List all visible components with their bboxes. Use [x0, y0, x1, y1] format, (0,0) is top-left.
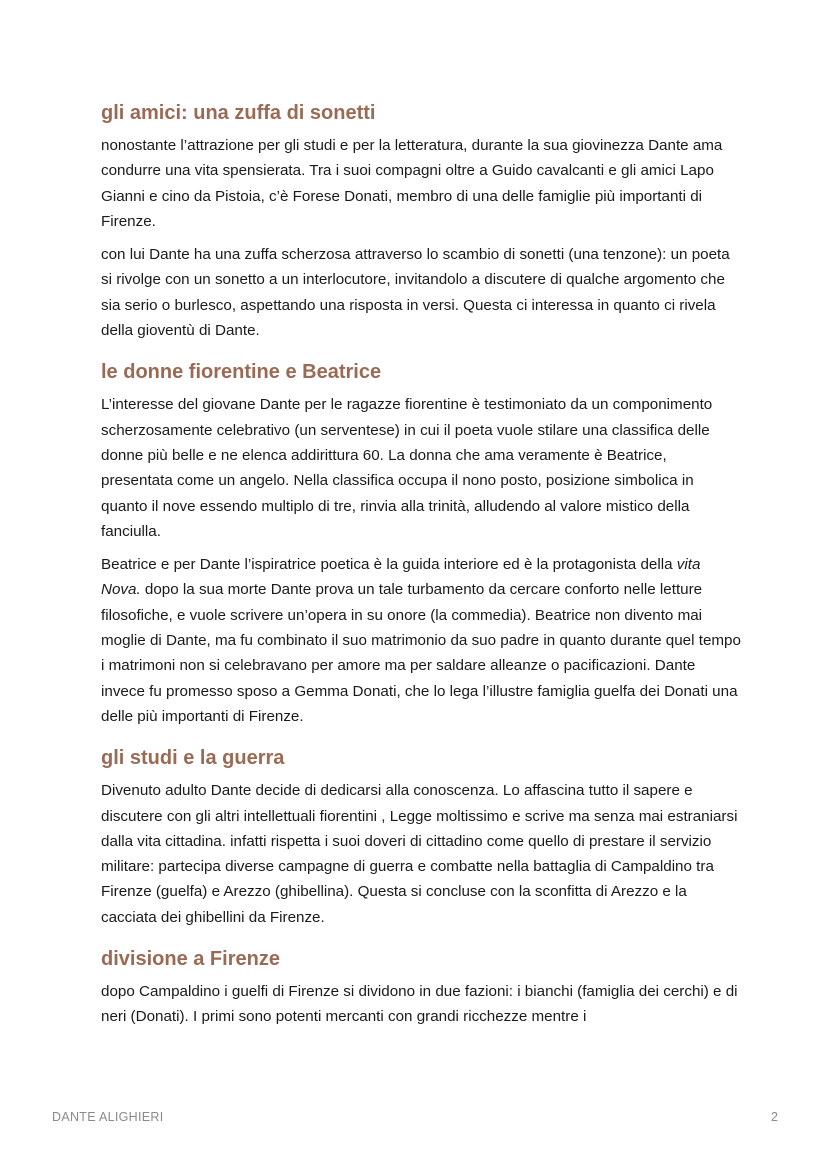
section-title: gli amici: una zuffa di sonetti — [101, 102, 376, 124]
footer-running-title: DANTE ALIGHIERI — [52, 1110, 164, 1124]
page-content — [101, 98, 741, 1044]
paragraph-text: Beatrice e per Dante l’ispiratrice poetica è la guida interiore ed è la protagonista della — [101, 556, 677, 574]
paragraph-text: dopo la sua morte Dante prova un tale turbamento da cercare conforto nelle letture filosofiche, e vuole scrivere un’opera in su onore (la commedia). Beatrice non divento mai moglie di Dante, ma fu combinato il suo matrimonio da suo padre in quanto durante quel tempo i matrimoni non si celebravano per amore ma per saldare alleanze o pacificazioni. Dante invece fu promesso sposo a Gemma Donati, che lo lega l’illustre famiglia guelfa dei Donati una delle più importanti di Firenze. — [101, 581, 741, 725]
paragraph: nonostante l’attrazione per gli studi e per la letteratura, durante la sua giovinezza Dante ama condurre una vita spensierata. Tra i suoi compagni oltre a Guido cavalcanti e gli amici Lapo Gianni e cino da Pistoia, c’è Forese Donati, membro di una delle famiglie più importanti di Firenze. — [101, 137, 723, 230]
footer-page-number: 2 — [771, 1110, 778, 1124]
section-title: le donne fiorentine e Beatrice — [101, 361, 382, 384]
paragraph: con lui Dante ha una zuffa scherzosa attraverso lo scambio di sonetti (una tenzone): un poeta si rivolge con un sonetto a un interlocutore, invitandolo a discutere di qualche argomento che sia serio o burlesco, aspettando una risposta in versi. Questa ci interessa in quanto ci rivela della gioventù di Dante. — [101, 246, 730, 340]
paragraph: L’interesse del giovane Dante per le ragazze fiorentine è testimoniato da un componimento scherzosamente celebrativo (un serventese) in cui il poeta vuole stilare una classifica delle donne più belle e ne elenca addirittura 60. La donna che ama veramente è Beatrice, presentata come un angelo. Nella classifica occupa il nono posto, posizione simbolica in quanto il nove essendo multiplo di tre, rinvia alla trinità, alludendo al valore mistico della fanciulla. — [101, 396, 713, 540]
paragraph: Divenuto adulto Dante decide di dedicarsi alla conoscenza. Lo affascina tutto il sapere e discutere con gli altri intellettuali fiorentini , Legge moltissimo e scrive ma senza mai estraniarsi dalla vita cittadina. infatti rispetta i suoi doveri di cittadino come quello di prestare il servizio militare: partecipa diverse campagne di guerra e combatte nella battaglia di Campaldino tra Firenze (guelfa) e Arezzo (ghibellina). Questa si concluse con la sconfitta di Arezzo e la cacciata dei ghibellini da Firenze. — [101, 782, 738, 926]
paragraph: dopo Campaldino i guelfi di Firenze si dividono in due fazioni: i bianchi (famiglia dei cerchi) e di neri (Donati). I primi sono potenti mercanti con grandi ricchezze mentre i — [101, 983, 738, 1026]
book-title-italic: vita Nova. — [101, 556, 701, 599]
section-divisione — [101, 944, 741, 1030]
paragraph-beatrice — [101, 552, 741, 729]
section-studi — [101, 743, 741, 930]
section-amici — [101, 98, 741, 343]
section-title: gli studi e la guerra — [101, 747, 285, 770]
section-donne — [101, 357, 741, 729]
section-title: divisione a Firenze — [101, 948, 280, 971]
